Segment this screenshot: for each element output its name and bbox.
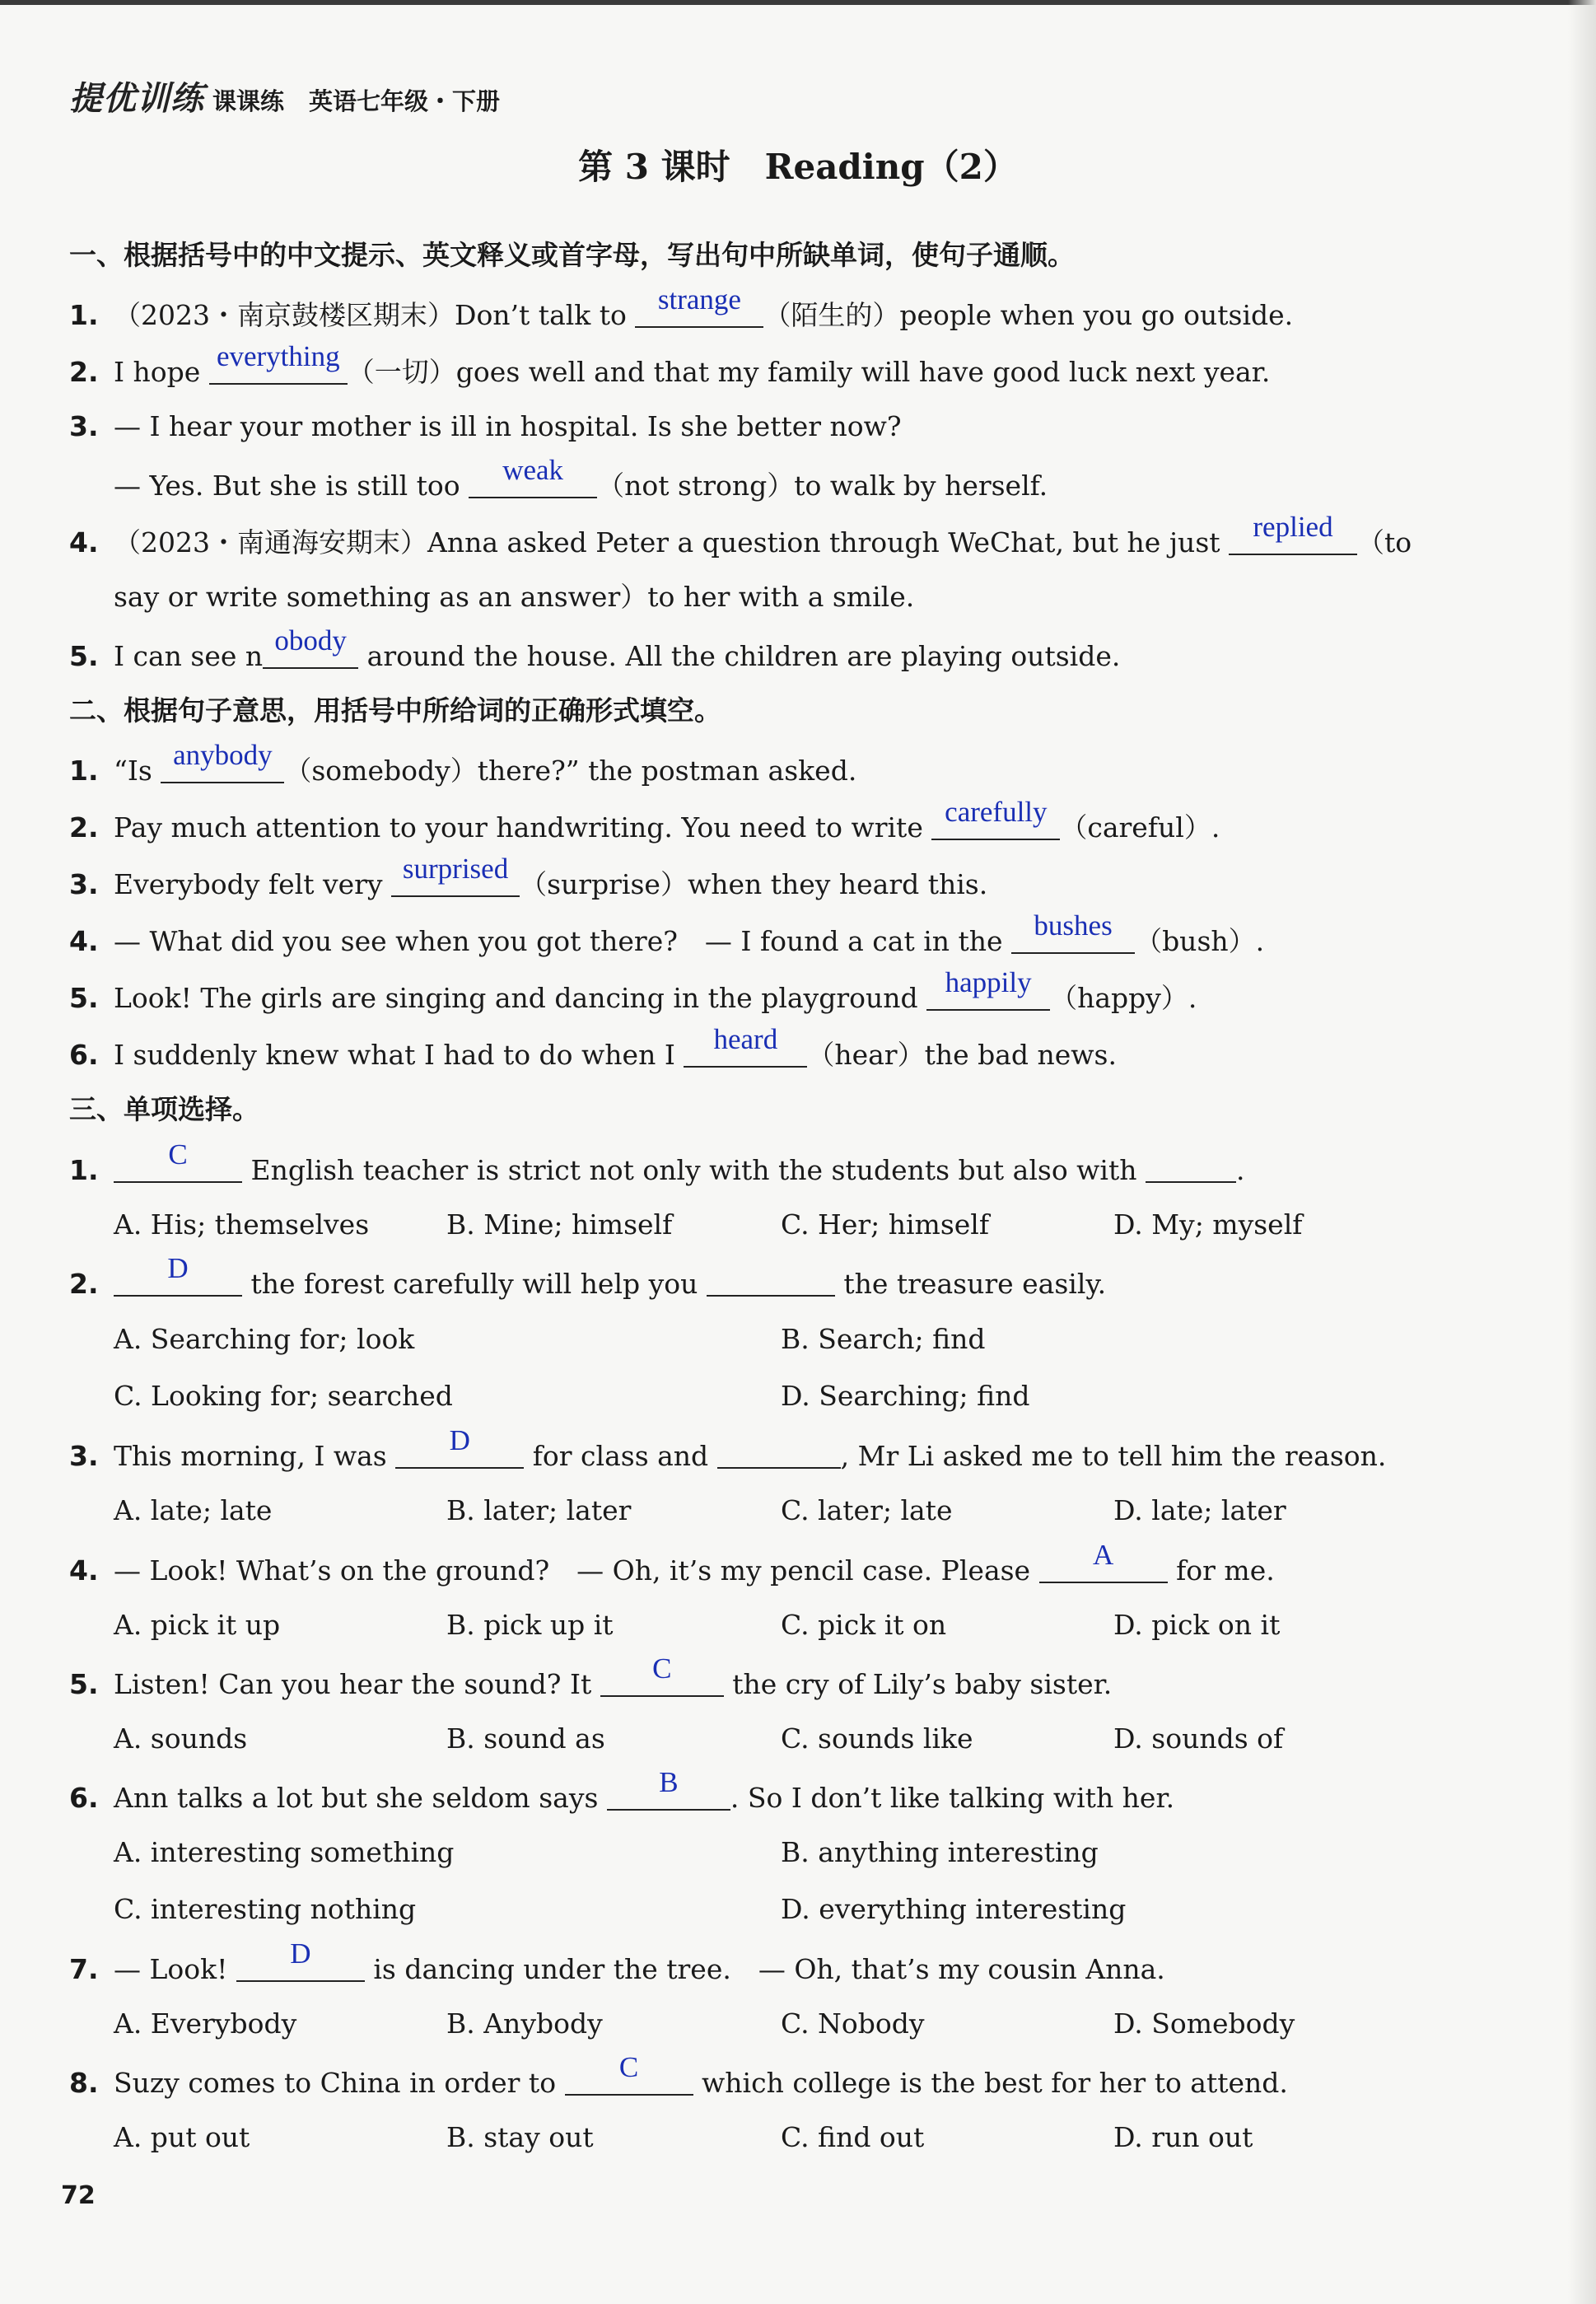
option-c[interactable]: C. pick it on — [781, 1609, 947, 1641]
s2-question-2: 2. Pay much attention to your handwriting. You need to write carefully （careful）. — [69, 796, 1220, 844]
option-a[interactable]: A. sounds — [114, 1722, 248, 1755]
answer-blank[interactable]: replied — [1229, 524, 1357, 555]
option-a[interactable]: A. interesting something — [114, 1836, 455, 1868]
option-b[interactable]: B. Anybody — [446, 2007, 603, 2040]
answer-blank[interactable]: bushes — [1011, 923, 1135, 954]
answer-blank[interactable]: surprised — [391, 866, 520, 897]
answer-blank[interactable]: C — [114, 1152, 242, 1183]
option-c[interactable]: C. find out — [781, 2121, 925, 2153]
option-b[interactable]: B. later; later — [446, 1494, 632, 1526]
option-a[interactable]: A. Searching for; look — [114, 1323, 415, 1355]
answer-blank[interactable]: weak — [469, 467, 597, 498]
option-d[interactable]: D. Somebody — [1113, 2007, 1295, 2040]
option-c[interactable]: C. Her; himself — [781, 1208, 990, 1241]
answer-blank[interactable]: everything — [209, 353, 348, 385]
s3-question-7: 7. — Look! D is dancing under the tree. — Oh, that’s my cousin Anna. — [69, 1937, 1165, 1985]
answer-blank[interactable]: happily — [926, 979, 1050, 1011]
section1-heading: 一、根据括号中的中文提示、英文释义或首字母，写出句中所缺单词，使句子通顺。 — [69, 239, 1075, 271]
s3-question-3: 3. This morning, I was D for class and , Mr Li asked me to tell him the reason. — [69, 1424, 1387, 1472]
option-b[interactable]: B. pick up it — [446, 1609, 614, 1641]
option-a[interactable]: A. put out — [114, 2121, 250, 2153]
s2-question-5: 5. Look! The girls are singing and dancing in the playground happily （happy）. — [69, 966, 1197, 1014]
s1-question-2: 2. I hope everything （一切）goes well and that my family will have good luck next year. — [69, 340, 1271, 388]
section3-heading: 三、单项选择。 — [69, 1093, 259, 1125]
book-header — [69, 72, 501, 118]
section2-heading: 二、根据句子意思，用括号中所给词的正确形式填空。 — [69, 694, 721, 727]
s1-question-1: 1. （2023・南京鼓楼区期末）Don’t talk to strange （陌生的）people when you go outside. — [69, 283, 1294, 331]
option-b[interactable]: B. sound as — [446, 1722, 605, 1755]
option-d[interactable]: D. sounds of — [1113, 1722, 1284, 1755]
page-number: 72 — [61, 2181, 96, 2210]
option-d[interactable]: D. My; myself — [1113, 1208, 1303, 1241]
s2-question-3: 3. Everybody felt very surprised （surprise）when they heard this. — [69, 853, 988, 900]
option-c[interactable]: C. sounds like — [781, 1722, 973, 1755]
answer-blank[interactable]: C — [565, 2064, 693, 2096]
s1-question-4: 4. （2023・南通海安期末）Anna asked Peter a question through WeChat, but he just replied （to — [69, 511, 1412, 558]
lesson-title: 第 3 课时 Reading（2） — [578, 147, 1018, 187]
s3-question-8: 8. Suzy comes to China in order to C which college is the best for her to attend. — [69, 2051, 1288, 2099]
s3-question-2: 2. D the forest carefully will help you the treasure easily. — [69, 1252, 1107, 1300]
option-b[interactable]: B. anything interesting — [781, 1836, 1099, 1868]
option-d[interactable]: D. late; later — [1113, 1494, 1286, 1526]
answer-blank[interactable]: anybody — [161, 752, 284, 783]
option-a[interactable]: A. late; late — [114, 1494, 273, 1526]
answer-blank[interactable]: carefully — [931, 809, 1060, 840]
option-d[interactable]: D. pick on it — [1113, 1609, 1281, 1641]
answer-blank[interactable]: obody — [263, 638, 358, 669]
answer-blank[interactable]: D — [114, 1265, 242, 1297]
option-d[interactable]: D. Searching; find — [781, 1380, 1030, 1412]
option-b[interactable]: B. Mine; himself — [446, 1208, 673, 1241]
option-b[interactable]: B. stay out — [446, 2121, 594, 2153]
page-edge-shadow — [1568, 0, 1596, 2304]
option-b[interactable]: B. Search; find — [781, 1323, 986, 1355]
top-border — [0, 0, 1596, 5]
answer-blank[interactable]: strange — [635, 297, 763, 328]
s2-question-6: 6. I suddenly knew what I had to do when I heard （hear）the bad news. — [69, 1023, 1117, 1071]
s3-question-4: 4. — Look! What’s on the ground? — Oh, it’s my pencil case. Please A for me. — [69, 1539, 1275, 1587]
answer-blank[interactable]: D — [236, 1951, 365, 1982]
s1-question-4-cont: say or write something as an answer）to her with a smile. — [114, 581, 915, 613]
brand-logo: 提优训练 — [69, 80, 204, 118]
option-d[interactable]: D. everything interesting — [781, 1893, 1127, 1925]
option-c[interactable]: C. Nobody — [781, 2007, 925, 2040]
s3-question-6: 6. Ann talks a lot but she seldom says B . So I don’t like talking with her. — [69, 1766, 1175, 1814]
answer-blank[interactable]: heard — [684, 1036, 807, 1068]
answer-blank[interactable]: A — [1039, 1552, 1168, 1583]
answer-blank[interactable]: B — [607, 1779, 730, 1811]
option-a[interactable]: A. Everybody — [114, 2007, 297, 2040]
option-c[interactable]: C. later; late — [781, 1494, 953, 1526]
empty-blank[interactable] — [1146, 1152, 1236, 1183]
s1-question-3-reply: — Yes. But she is still too weak （not strong）to walk by herself. — [114, 454, 1048, 502]
option-d[interactable]: D. run out — [1113, 2121, 1253, 2153]
option-a[interactable]: A. His; themselves — [114, 1208, 370, 1241]
answer-blank[interactable]: D — [395, 1437, 524, 1469]
s1-question-3: 3. — I hear your mother is ill in hospital. Is she better now? — [69, 410, 902, 442]
answer-blank[interactable]: C — [600, 1666, 724, 1697]
empty-blank[interactable] — [717, 1437, 841, 1469]
option-a[interactable]: A. pick it up — [114, 1609, 281, 1641]
s2-question-1: 1. “Is anybody （somebody）there?” the postman asked. — [69, 739, 857, 787]
empty-blank[interactable] — [707, 1265, 835, 1297]
s3-question-5: 5. Listen! Can you hear the sound? It C the cry of Lily’s baby sister. — [69, 1652, 1113, 1700]
s1-question-5: 5. I can see n obody around the house. All the children are playing outside. — [69, 624, 1121, 672]
s3-question-1: 1. C English teacher is strict not only with the students but also with . — [69, 1138, 1245, 1186]
s2-question-4: 4. — What did you see when you got there? — I found a cat in the bushes （bush）. — [69, 909, 1265, 957]
option-c[interactable]: C. Looking for; searched — [114, 1380, 453, 1412]
option-c[interactable]: C. interesting nothing — [114, 1893, 417, 1925]
series-label: 课课练 — [212, 87, 285, 115]
subject-label: 英语七年级・下册 — [309, 87, 501, 115]
